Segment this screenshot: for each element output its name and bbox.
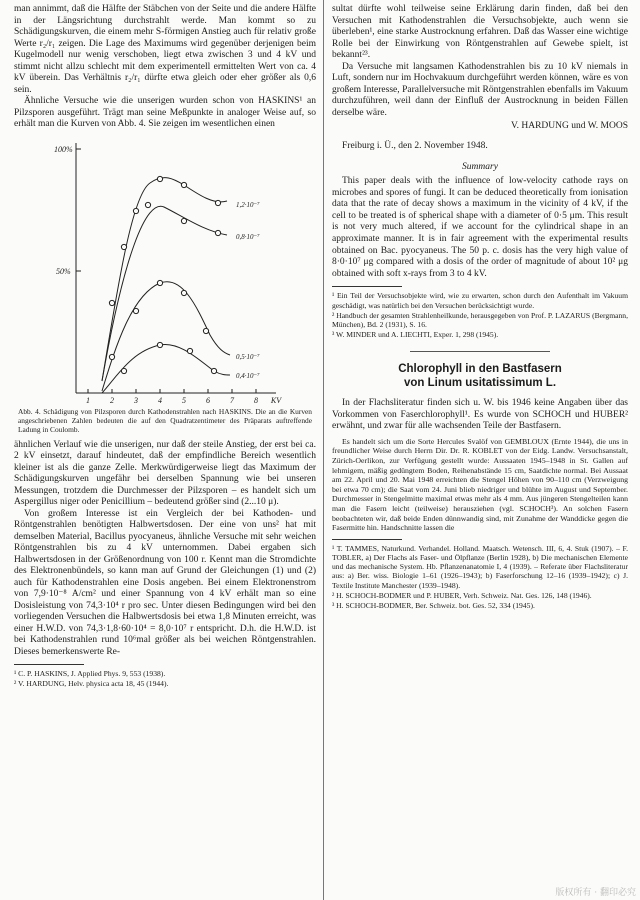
watermark: 版权所有 · 翻印必究 bbox=[555, 888, 636, 898]
right-column bbox=[332, 4, 628, 610]
data-point bbox=[181, 182, 186, 187]
column-divider bbox=[323, 0, 324, 900]
data-point bbox=[157, 342, 162, 347]
figure-4-plot bbox=[14, 135, 316, 405]
curve-label: 0,4·10⁻⁷ bbox=[236, 371, 260, 380]
footnote-rule bbox=[14, 664, 84, 665]
author-signature: V. HARDUNG und W. MOOS bbox=[510, 121, 628, 131]
footnote: ¹ Ein Teil der Versuchsobjekte wird, wie zu erwarten, schon durch den Aufenthalt im Vakuum geschädigt, was natürlich bei den Versuchen berücksichtigt wurde. bbox=[332, 291, 628, 310]
footnote: ² H. SCHOCH-BODMER und P. HUBER, Verh. Schweiz. Nat. Ges. 126, 148 (1946). bbox=[332, 590, 592, 600]
data-point bbox=[145, 202, 150, 207]
left-paragraph-3: ähnlichen Verlauf wie die unserigen, nur daß der steile Anstieg, der erst bei ca. 2 kV einsetzt, darauf hindeutet, daß der empfindliche Bereich wesentlich kleiner ist als die ganze Zelle. Merkwürdigerweise liegt das Maximum der Schädigungskurven ungefähr bei derselben Spannung wie bei unseren Messungen, trotzdem die Durchmesser der Pilzsporen – es handelt sich um Aspergillus niger oder Penicillium – bedeutend größer sind (2...10 μ). bbox=[14, 439, 316, 507]
x-tick-label: 5 bbox=[182, 395, 186, 405]
article-body-small: Es handelt sich um die Sorte Hercules Svalöf von GEMBLOUX (Ernte 1944), die uns in freundlicher Weise durch Herrn Dir. Dr. R. KOBLET von der Eidg. Landw. Versuchsanstalt, Zürich-Oerlikon, zur Verfügung gestellt wurde: Aussaaten 1945–1948 in St. Gallen auf lehmigem, mäßig gedüngtem Boden, Reihenabstände 15 cm, Saatdichte normal. Bei Aussaat am 22. April und 20. Mai 1948 erreichten die Stengel Höhen von 90–110 cm (Verzweigung bei etwa 70 cm); die Saat vom 24. Juni blieb niedriger und blühte im August und September. Durchmesser in Stengelmitte maximal etwas mehr als 4 mm. Aus jüngeren Stengelteilen kann man die Fasern leicht (teilweise) herausziehen (vgl. SCHOCH³). An solchen Fasern beobachteten wir, daß beide Enden dünnwandig sind, mit Zunahme der Wanddicke gegen die Fasermitte hin. Handschnitte lassen die bbox=[332, 436, 628, 533]
curve-0-4e-7 bbox=[102, 344, 230, 393]
y-tick-label-100: 100% bbox=[54, 144, 73, 154]
figure-caption: Abb. 4. Schädigung von Pilzsporen durch Kathodenstrahlen nach HASKINS. Die an die Kurven angeschriebenen Zahlen bedeuten die auf den Quadratzentimeter des Präparats auftreffende Ladung in Coulomb. bbox=[18, 406, 312, 434]
data-point bbox=[181, 218, 186, 223]
data-point bbox=[211, 368, 216, 373]
footnote: ³ H. SCHOCH-BODMER, Ber. Schweiz. bot. Ges. 52, 334 (1945). bbox=[332, 601, 535, 611]
footnote: ² V. HARDUNG, Helv. physica acta 18, 45 (1944). bbox=[14, 679, 169, 689]
footnote-rule bbox=[332, 286, 402, 287]
place-date: Freiburg i. Ü., den 2. November 1948. bbox=[342, 140, 488, 151]
x-tick-label: 6 bbox=[206, 395, 210, 405]
data-point bbox=[109, 300, 114, 305]
data-point bbox=[215, 200, 220, 205]
x-axis-unit: KV bbox=[270, 395, 282, 405]
right-paragraph-1: sultat dürfte wohl teilweise seine Erklärung darin finden, daß bei den Versuchen mit Kathodenstrahlen die Versuchsobjekte, auch wenn sie überleben¹, eine starke Austrocknung erfahren. Daß das Wasser eine wichtige Rolle bei der Einwirkung von Röntgenstrahlen auf Gewebe spielt, ist bekannt²³. bbox=[332, 4, 628, 60]
data-point bbox=[109, 354, 114, 359]
right-paragraph-2: Da Versuche mit langsamen Kathodenstrahlen bis zu 10 kV niemals in Luft, sondern nur im Hochvakuum durchgeführt werden können, wäre es von großem Interesse, Parallelversuche mit Röntgenstrahlen ebenfalls im Vakuum durchzuführen, weil dann der Einfluß der Austrocknung in beiden Fällen derselbe wäre. bbox=[332, 61, 628, 118]
summary-heading: Summary bbox=[462, 162, 498, 172]
curve-label: 0,5·10⁻⁷ bbox=[236, 352, 260, 361]
figure-4 bbox=[14, 135, 316, 405]
x-tick-label: 2 bbox=[110, 395, 114, 405]
curve-0-5e-7 bbox=[102, 281, 230, 390]
left-paragraph-4: Von großem Interesse ist ein Vergleich der bei Kathoden- und Röntgenstrahlen benötigten Halbwertsdosen. Der eine von uns² hat mit demselben Material, Bacillus pyocyaneus, ähnliche Versuche mit sehr weichen Röntgenstrahlen bis zu 4 kV unternommen. Dabei ergaben sich Halbwertsdosen in der Größenordnung von 100 r. Kennt man die Stromdichte des Elektronenbündels, so kann man auf Grund der Gleichungen (1) und (2) auch für Kathodenstrahlen eine Dosis angeben. Bei einem Elektronenstrom von 7,9·10⁻⁸ A/cm² und einer Spannung von 4 kV erhält man so eine Dosisleistung von 74,3·10⁴ r pro sec. Unter diesen Bedingungen wird bei den vorliegenden Versuchen die Halbwertsdosis bei etwa 1,8 Minuten erreicht, was einer H.W.D. von 74,3·1,8·60·10⁴ = 8,0·10⁷ r entspricht. D.h. die H.W.D. ist bei Kathodenstrahlen rund 10⁶mal größer als bei weichen Röntgenstrahlen. Dieses bemerkenswerte Re- bbox=[14, 508, 316, 657]
data-point bbox=[203, 328, 208, 333]
left-paragraph-1: man annimmt, daß die Hälfte der Stäbchen von der Seite und die andere Hälfte in der Längsrichtung durchstrahlt werde. Man kommt so zu Schädigungskurven, die einem mehr S-förmigen Anstieg auch für relativ große Werte r₂/r₁ zeigen. Die Lage des Maximums wird gegenüber derjenigen beim Kugelmodell nur wenig verschoben, liegt etwa zwischen 3 und 4 kV und stimmt nicht allzu schlecht mit dem experimentell ermittelten Wert von ca. 4 kV überein. Das Verhältnis r₂/r₁ dürfte etwa gleich oder eher größer als 0,6 sein. bbox=[14, 4, 316, 95]
article-title-line-2: von Linum usitatissimum L. bbox=[403, 377, 557, 390]
data-point bbox=[157, 176, 162, 181]
x-tick-label: 1 bbox=[86, 395, 90, 405]
data-point bbox=[121, 368, 126, 373]
article-title-line-1: Chlorophyll in den Bastfasern bbox=[398, 363, 562, 376]
curve-1-2e-7 bbox=[102, 177, 227, 380]
x-tick-label: 4 bbox=[158, 395, 162, 405]
x-tick-label: 8 bbox=[254, 395, 258, 405]
data-point bbox=[133, 208, 138, 213]
data-point bbox=[187, 348, 192, 353]
x-tick-label: 7 bbox=[230, 395, 234, 405]
article-intro: In der Flachsliteratur finden sich u. W. bis 1946 keine Angaben über das Vorkommen von Faserchlorophyll¹. Es wurde von SCHOCH und HUBER² erwähnt, und zwar für alle wachsenden Teile der Bastfasern. bbox=[332, 398, 628, 432]
curve-label: 0,8·10⁻⁷ bbox=[236, 232, 260, 241]
curve-label: 1,2·10⁻⁷ bbox=[236, 200, 260, 209]
data-point bbox=[215, 230, 220, 235]
footnote: ³ W. MINDER und A. LIECHTI, Exper. 1, 298 (1945). bbox=[332, 330, 499, 340]
footnote-rule bbox=[332, 539, 402, 540]
left-paragraph-2: Ähnliche Versuche wie die unserigen wurden schon von HASKINS¹ an Pilzsporen ausgeführt. Trägt man seine Meßpunkte in analoger Weise auf, so erhält man die Kurven von Abb. 4. Sie zeigen im wesentlichen einen bbox=[14, 96, 316, 129]
footnote: ² Handbuch der gesamten Strahlenheilkunde, herausgegeben von Prof. P. LAZARUS (Bergmann, München), Bd. 2 (1931), S. 16. bbox=[332, 310, 628, 329]
left-column bbox=[14, 4, 316, 688]
data-point bbox=[133, 308, 138, 313]
section-rule bbox=[410, 351, 550, 352]
data-point bbox=[121, 244, 126, 249]
footnote: ¹ T. TAMMES, Naturkund. Verhandel. Holland. Maatsch. Wetensch. III, 6, 4. Stuk (1907). – F. TOBLER, a) Der Flachs als Faser- und Ölpflanze (Berlin 1928), b) Die mechanischen Elemente und das mechanische System. Hb. Pflanzenanatomie I, 4 (1939). – Referate über Flachsliteratur aus: a) Ber. wiss. Biologie 1–61 (1926–1943); b) Faserforschung 12–16 (1939–1942); c) J. Textile Institute Manchester (1939–1948). bbox=[332, 543, 628, 590]
data-point bbox=[181, 290, 186, 295]
footnote: ¹ C. P. HASKINS, J. Applied Phys. 9, 553 (1938). bbox=[14, 669, 166, 678]
curve-0-8e-7 bbox=[102, 206, 227, 381]
y-tick-label-50: 50% bbox=[56, 266, 71, 276]
summary-text: This paper deals with the influence of low-velocity cathode rays on microbes and spores of fungi. It can be deduced theoretically from ionisation data that the rate of decay shows a maximum in the vicinity of 4 kV, if the cell to be treated is of spherical shape with a diameter of 0·5 μm. This result is not very much altered, if we account for the cylindrical shape in an approximate manner. It is in fair agreement with the experimental results obtained on Bac. pyocyaneus. The 50 p. c. dosis has the very high value of 8·0·10⁷ μg compared with a dosis of the order of magnitude of about 10² μg obtained with soft x-rays from 3 to 4 kV. bbox=[332, 176, 628, 279]
data-point bbox=[157, 280, 162, 285]
x-tick-label: 3 bbox=[134, 395, 138, 405]
